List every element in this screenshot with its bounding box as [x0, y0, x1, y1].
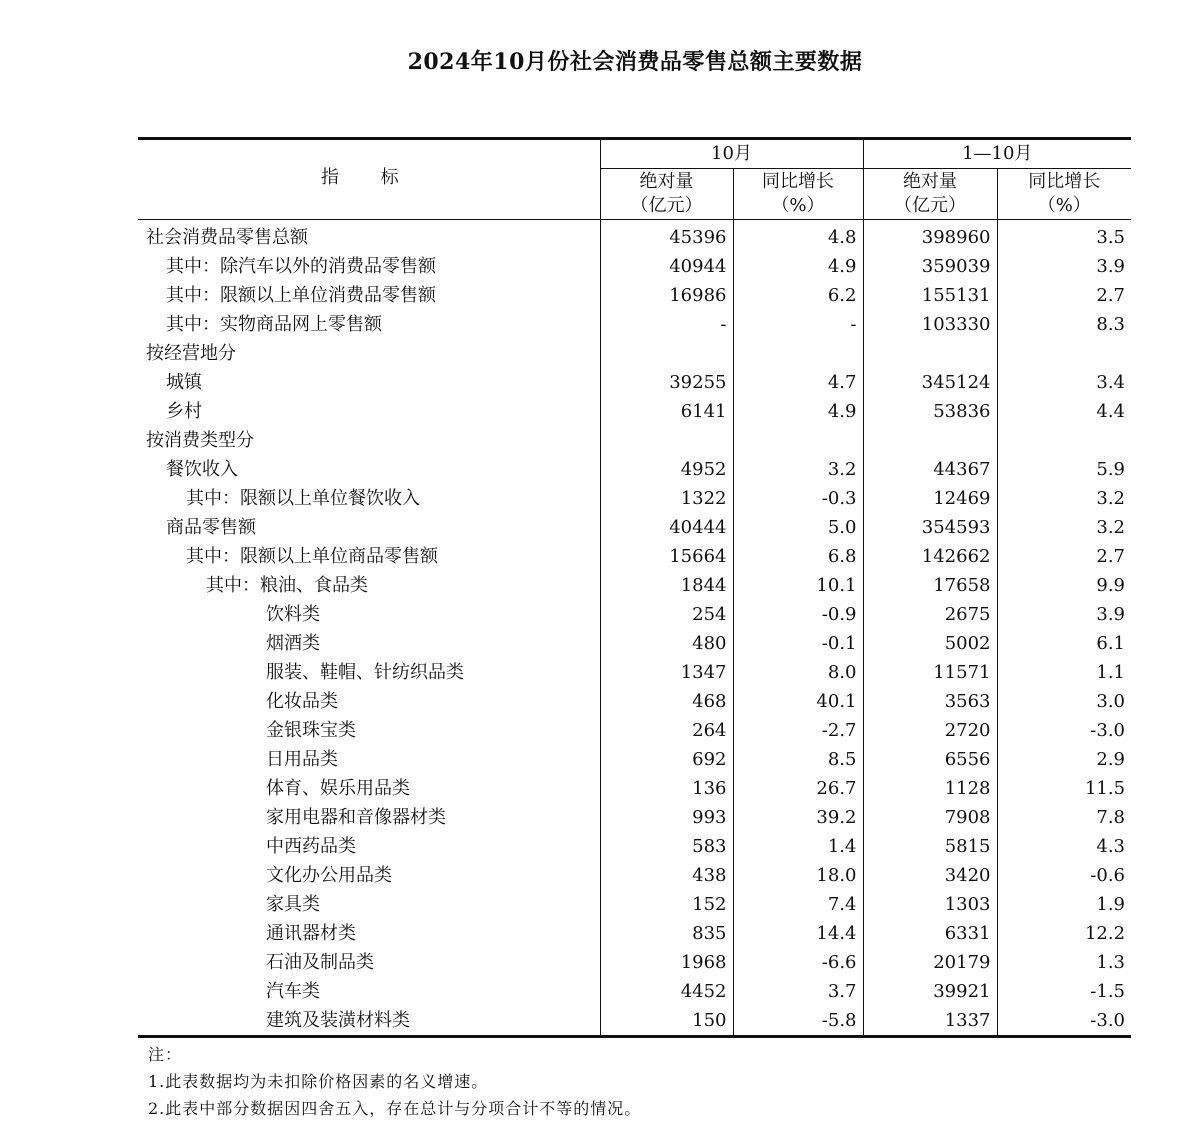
- table-row: [138, 339, 1131, 368]
- note-item: 1.此表数据均为未扣除价格因素的名义增速。: [148, 1072, 489, 1091]
- ytd-abs-cell: 11571: [863, 658, 997, 687]
- ytd-abs-cell: 1337: [863, 1006, 997, 1037]
- ytd-growth-cell: 2.7: [997, 281, 1131, 310]
- group-header-month: 10月: [600, 139, 863, 169]
- month-growth-cell: 6.2: [733, 281, 863, 310]
- row-label: 金银珠宝类: [266, 720, 356, 741]
- ytd-abs-cell: 2675: [863, 600, 997, 629]
- col-header-month-abs: 绝对量 （亿元）: [600, 169, 733, 220]
- month-growth-cell: 40.1: [733, 687, 863, 716]
- month-abs-cell: 4452: [600, 977, 733, 1006]
- month-abs-cell: 15664: [600, 542, 733, 571]
- ytd-abs-cell: 398960: [863, 220, 997, 253]
- ytd-abs-cell: 39921: [863, 977, 997, 1006]
- table-row: [138, 658, 1131, 687]
- note-item: 2.此表中部分数据因四舍五入，存在总计与分项合计不等的情况。: [148, 1099, 642, 1118]
- ytd-abs-cell: 53836: [863, 397, 997, 426]
- ytd-abs-cell: 17658: [863, 571, 997, 600]
- month-abs-cell: 1844: [600, 571, 733, 600]
- row-label: 按经营地分: [146, 343, 236, 364]
- ytd-growth-cell: 2.7: [997, 542, 1131, 571]
- row-label: 其中：除汽车以外的消费品零售额: [166, 256, 436, 277]
- ytd-growth-cell: 1.1: [997, 658, 1131, 687]
- month-growth-cell: 3.7: [733, 977, 863, 1006]
- ytd-growth-cell: 4.3: [997, 832, 1131, 861]
- ytd-growth-cell: 9.9: [997, 571, 1131, 600]
- month-growth-cell: 8.0: [733, 658, 863, 687]
- month-abs-cell: 1322: [600, 484, 733, 513]
- month-abs-cell: 16986: [600, 281, 733, 310]
- ytd-growth-cell: -1.5: [997, 977, 1131, 1006]
- month-abs-cell: 1968: [600, 948, 733, 977]
- row-label: 石油及制品类: [266, 952, 374, 973]
- table-row: [138, 542, 1131, 571]
- table-row: [138, 513, 1131, 542]
- ytd-growth-cell: -3.0: [997, 1006, 1131, 1037]
- page-title: 2024年10月份社会消费品零售总额主要数据: [407, 49, 863, 75]
- ytd-abs-cell: 7908: [863, 803, 997, 832]
- row-label: 其中：实物商品网上零售额: [166, 314, 382, 335]
- row-label: 社会消费品零售总额: [146, 227, 308, 248]
- indicator-header: 指 标: [138, 139, 600, 220]
- row-label: 烟酒类: [266, 633, 320, 654]
- month-abs-cell: 152: [600, 890, 733, 919]
- group-header-ytd: 1—10月: [863, 139, 1131, 169]
- month-growth-cell: -: [733, 310, 863, 339]
- table-row: [138, 571, 1131, 600]
- ytd-growth-cell: 3.4: [997, 368, 1131, 397]
- table-row: [138, 1006, 1131, 1037]
- month-growth-cell: -0.3: [733, 484, 863, 513]
- ytd-abs-cell: [863, 426, 997, 455]
- col-header-ytd-abs: 绝对量 （亿元）: [863, 169, 997, 220]
- table-body: [138, 220, 1131, 1037]
- table-row: [138, 774, 1131, 803]
- table-row: [138, 368, 1131, 397]
- ytd-abs-cell: 3563: [863, 687, 997, 716]
- month-growth-cell: -2.7: [733, 716, 863, 745]
- table-row: [138, 220, 1131, 253]
- ytd-growth-cell: 3.2: [997, 484, 1131, 513]
- row-label: 中西药品类: [266, 836, 356, 857]
- month-abs-cell: 835: [600, 919, 733, 948]
- ytd-abs-cell: 1128: [863, 774, 997, 803]
- month-growth-cell: -5.8: [733, 1006, 863, 1037]
- table-row: [138, 919, 1131, 948]
- month-growth-cell: 4.8: [733, 220, 863, 253]
- row-label: 城镇: [166, 372, 202, 393]
- table-row: [138, 310, 1131, 339]
- month-abs-cell: 40944: [600, 252, 733, 281]
- ytd-growth-cell: 3.5: [997, 220, 1131, 253]
- ytd-growth-cell: 3.0: [997, 687, 1131, 716]
- month-abs-cell: 438: [600, 861, 733, 890]
- ytd-growth-cell: -0.6: [997, 861, 1131, 890]
- ytd-abs-cell: 345124: [863, 368, 997, 397]
- month-growth-cell: [733, 339, 863, 368]
- month-growth-cell: [733, 426, 863, 455]
- month-growth-cell: 6.8: [733, 542, 863, 571]
- ytd-abs-cell: 155131: [863, 281, 997, 310]
- month-abs-cell: 1347: [600, 658, 733, 687]
- row-label: 通讯器材类: [266, 923, 356, 944]
- table-row: [138, 890, 1131, 919]
- month-growth-cell: 14.4: [733, 919, 863, 948]
- ytd-growth-cell: 4.4: [997, 397, 1131, 426]
- table-row: [138, 687, 1131, 716]
- table-row: [138, 600, 1131, 629]
- month-growth-cell: -0.9: [733, 600, 863, 629]
- ytd-growth-cell: 1.3: [997, 948, 1131, 977]
- month-abs-cell: 583: [600, 832, 733, 861]
- retail-sales-table: [138, 137, 1131, 1038]
- month-growth-cell: 5.0: [733, 513, 863, 542]
- table-row: [138, 861, 1131, 890]
- month-abs-cell: 254: [600, 600, 733, 629]
- month-abs-cell: -: [600, 310, 733, 339]
- row-label: 家具类: [266, 894, 320, 915]
- ytd-growth-cell: 6.1: [997, 629, 1131, 658]
- month-growth-cell: -6.6: [733, 948, 863, 977]
- ytd-abs-cell: 359039: [863, 252, 997, 281]
- month-growth-cell: 8.5: [733, 745, 863, 774]
- ytd-growth-cell: 3.9: [997, 252, 1131, 281]
- ytd-growth-cell: 11.5: [997, 774, 1131, 803]
- row-label: 其中：限额以上单位商品零售额: [186, 546, 438, 567]
- month-abs-cell: 45396: [600, 220, 733, 253]
- table-row: [138, 629, 1131, 658]
- row-label: 按消费类型分: [146, 430, 254, 451]
- footnotes: [148, 1041, 641, 1122]
- month-growth-cell: 1.4: [733, 832, 863, 861]
- month-abs-cell: 136: [600, 774, 733, 803]
- month-growth-cell: 10.1: [733, 571, 863, 600]
- ytd-abs-cell: [863, 339, 997, 368]
- ytd-growth-cell: 3.2: [997, 513, 1131, 542]
- notes-heading: 注：: [148, 1045, 183, 1064]
- table-row: [138, 832, 1131, 861]
- table-row: [138, 716, 1131, 745]
- row-label: 体育、娱乐用品类: [266, 778, 410, 799]
- ytd-abs-cell: 142662: [863, 542, 997, 571]
- ytd-growth-cell: [997, 426, 1131, 455]
- month-abs-cell: 480: [600, 629, 733, 658]
- table-row: [138, 977, 1131, 1006]
- ytd-abs-cell: 6331: [863, 919, 997, 948]
- ytd-abs-cell: 5002: [863, 629, 997, 658]
- ytd-growth-cell: 2.9: [997, 745, 1131, 774]
- month-growth-cell: 18.0: [733, 861, 863, 890]
- row-label: 服装、鞋帽、针纺织品类: [266, 662, 464, 683]
- ytd-abs-cell: 20179: [863, 948, 997, 977]
- table-row: [138, 397, 1131, 426]
- table-row: [138, 484, 1131, 513]
- row-label: 汽车类: [266, 981, 320, 1002]
- ytd-growth-cell: 12.2: [997, 919, 1131, 948]
- month-growth-cell: 4.9: [733, 397, 863, 426]
- month-abs-cell: 6141: [600, 397, 733, 426]
- month-growth-cell: 4.9: [733, 252, 863, 281]
- ytd-growth-cell: [997, 339, 1131, 368]
- ytd-abs-cell: 12469: [863, 484, 997, 513]
- row-label: 饮料类: [266, 604, 320, 625]
- row-label: 餐饮收入: [166, 459, 238, 480]
- month-abs-cell: [600, 426, 733, 455]
- table-row: [138, 745, 1131, 774]
- table-row: [138, 948, 1131, 977]
- ytd-abs-cell: 2720: [863, 716, 997, 745]
- month-abs-cell: 468: [600, 687, 733, 716]
- month-growth-cell: 26.7: [733, 774, 863, 803]
- month-growth-cell: 39.2: [733, 803, 863, 832]
- month-abs-cell: [600, 339, 733, 368]
- row-label: 乡村: [166, 401, 202, 422]
- ytd-abs-cell: 44367: [863, 455, 997, 484]
- row-label: 商品零售额: [166, 517, 256, 538]
- row-label: 家用电器和音像器材类: [266, 807, 446, 828]
- ytd-abs-cell: 6556: [863, 745, 997, 774]
- ytd-growth-cell: 5.9: [997, 455, 1131, 484]
- ytd-abs-cell: 354593: [863, 513, 997, 542]
- month-abs-cell: 150: [600, 1006, 733, 1037]
- table-row: [138, 426, 1131, 455]
- ytd-growth-cell: 1.9: [997, 890, 1131, 919]
- table-row: [138, 252, 1131, 281]
- ytd-growth-cell: -3.0: [997, 716, 1131, 745]
- ytd-abs-cell: 103330: [863, 310, 997, 339]
- row-label: 其中：限额以上单位消费品零售额: [166, 285, 436, 306]
- row-label: 文化办公用品类: [266, 865, 392, 886]
- table-row: [138, 455, 1131, 484]
- col-header-month-growth: 同比增长 （%）: [733, 169, 863, 220]
- month-abs-cell: 4952: [600, 455, 733, 484]
- month-abs-cell: 39255: [600, 368, 733, 397]
- month-growth-cell: 4.7: [733, 368, 863, 397]
- row-label: 其中：限额以上单位餐饮收入: [186, 488, 420, 509]
- month-growth-cell: -0.1: [733, 629, 863, 658]
- table-row: [138, 281, 1131, 310]
- ytd-growth-cell: 3.9: [997, 600, 1131, 629]
- ytd-abs-cell: 1303: [863, 890, 997, 919]
- row-label: 化妆品类: [266, 691, 338, 712]
- month-abs-cell: 993: [600, 803, 733, 832]
- ytd-abs-cell: 5815: [863, 832, 997, 861]
- row-label: 建筑及装潢材料类: [138, 1006, 600, 1037]
- month-abs-cell: 692: [600, 745, 733, 774]
- month-growth-cell: 7.4: [733, 890, 863, 919]
- month-abs-cell: 40444: [600, 513, 733, 542]
- ytd-growth-cell: 8.3: [997, 310, 1131, 339]
- row-label: 日用品类: [266, 749, 338, 770]
- month-growth-cell: 3.2: [733, 455, 863, 484]
- ytd-growth-cell: 7.8: [997, 803, 1131, 832]
- row-label: 其中：粮油、食品类: [206, 575, 368, 596]
- col-header-ytd-growth: 同比增长 （%）: [997, 169, 1131, 220]
- month-abs-cell: 264: [600, 716, 733, 745]
- ytd-abs-cell: 3420: [863, 861, 997, 890]
- table-row: [138, 803, 1131, 832]
